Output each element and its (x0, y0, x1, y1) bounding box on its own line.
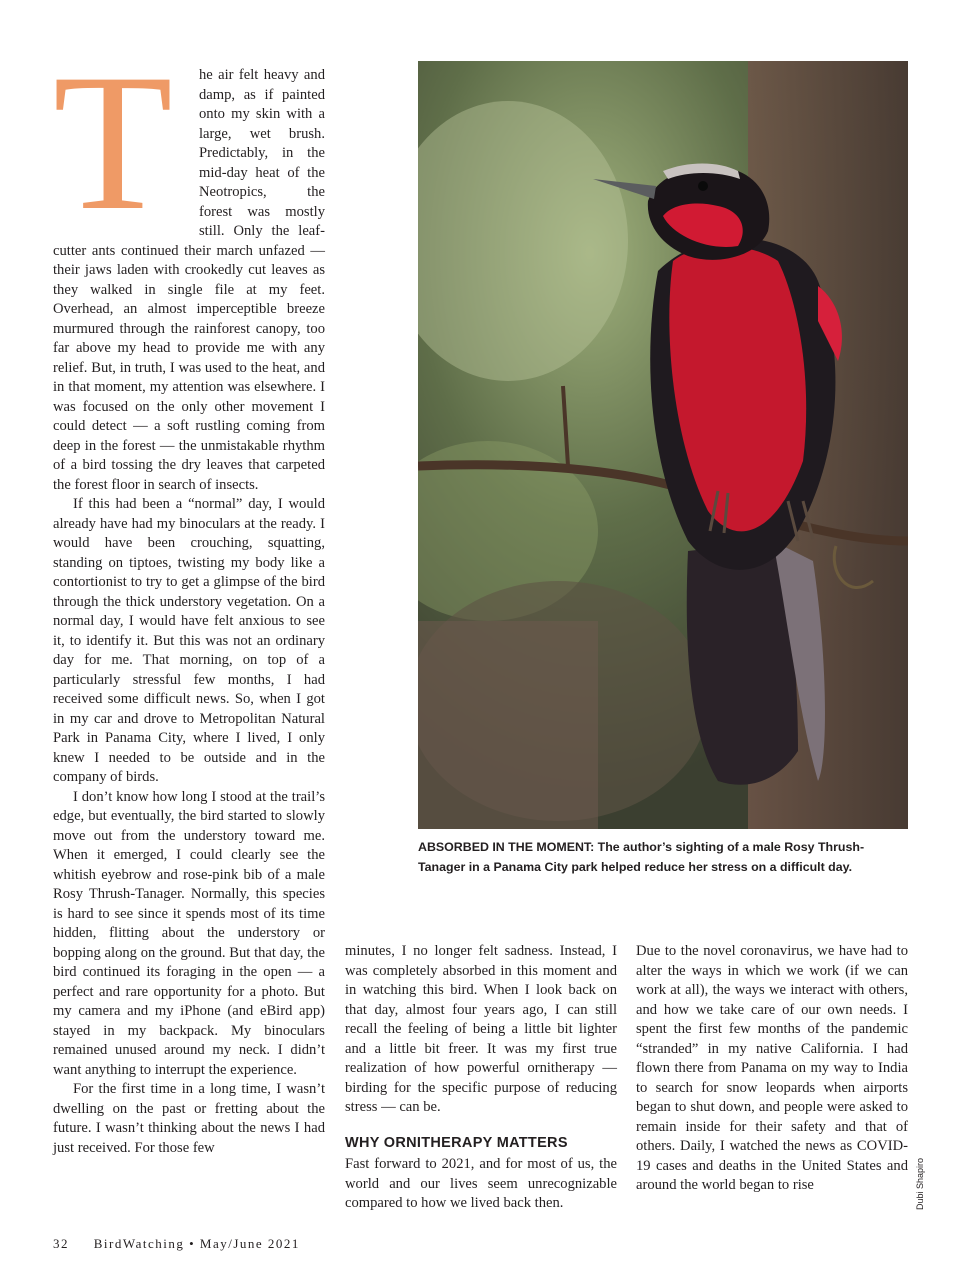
magazine-issue: BirdWatching • May/June 2021 (93, 1236, 300, 1251)
body-paragraph: he air felt heavy and damp, as if painted onto my skin with a large, wet brush. Predictably, in the mid-day heat of the Neotropics, the forest was mostly still. Only the leaf-cutter ants continued their march unfazed — their jaws laden with crookedly cut leaves as they walked in single file at my feet. Overhead, an almost imperceptible breeze murmured through the rainforest canopy, too far above my head to provide me with any relief. But, in truth, I was used to the heat, and in that moment, my attention was elsewhere. I was focused on the only other movement I could detect — a soft rustling coming from deep in the forest — the unmistakable rhythm of a bird tossing the dry leaves that carpeted the forest floor in search of insects. (53, 67, 325, 493)
body-paragraph: Fast forward to 2021, and for most of us, the world and our lives seem unrecognizable compared to how we lived back then. (345, 1156, 617, 1211)
body-paragraph: For the first time in a long time, I wasn’t dwelling on the past or fretting about the future. I wasn’t thinking about the news I had just received. For those few (53, 1081, 325, 1156)
body-paragraph: minutes, I no longer felt sadness. Instead, I was completely absorbed in this moment and in watching this bird. When I look back on that day, almost four years ago, I can still recall the feeling of being a little bit lighter and a little bit freer. It was my first true realization of how powerful ornitherapy — birding for the specific purpose of reducing stress — can be. (345, 943, 617, 1115)
drop-cap: T (53, 34, 173, 251)
section-heading: WHY ORNITHERAPY MATTERS (345, 1134, 568, 1151)
page-footer (53, 1236, 300, 1252)
article-column-2 (345, 942, 617, 1214)
photo-credit: Dubi Shapiro (915, 1157, 925, 1210)
bird-photo (418, 61, 908, 829)
page-number: 32 (53, 1236, 69, 1251)
body-paragraph: Due to the novel coronavirus, we have had to alter the ways in which we work (if we can work at all), the ways we interact with others, and how we take care of our own needs. I spent the first few months of the pandemic “stranded” in my native California. I had flown there from Panama on my way to India to search for snow leopards when airports began to shut down, and people were asked to remain inside for their safety and that of others. Daily, I watched the news as COVID-19 cases and deaths in the United States and around the world began to rise (636, 943, 908, 1193)
article-column-3 (636, 942, 908, 1196)
body-paragraph: If this had been a “normal” day, I would already have had my binoculars at the ready. I would have been crouching, squatting, standing on tiptoes, twisting my body like a contortionist to try to get a glimpse of the bird through the thick understory vegetation. On a normal day, I would have felt anxious to see it, to identify it. But this was not an ordinary day for me. That morning, on top of a particularly stressful few months, I had received some difficult news. So, when I got in my car and drove to Metropolitan Natural Park in Panama City, where I lived, I only knew I needed to be outside and in the company of birds. (53, 496, 325, 785)
photo-caption: ABSORBED IN THE MOMENT: The author’s sighting of a male Rosy Thrush-Tanager in a Panama City park helped reduce her stress on a difficult day. (418, 840, 865, 874)
body-paragraph: I don’t know how long I stood at the trail’s edge, but eventually, the bird started to slowly move out from the understory toward me. When it emerged, I could clearly see the whitish eyebrow and rose-pink bib of a male Rosy Thrush-Tanager. Normally, this species is hard to see since it spends most of its time hidden, flitting about the understory or bopping along on the ground. But that day, the bird continued its foraging in the open — a perfect and rare opportunity for a photo. But my camera and my iPhone (and eBird app) stayed in my backpack. My binoculars remained unused around my neck. I didn’t want anything to interrupt the experience. (53, 788, 325, 1078)
article-column-1 (53, 34, 325, 1158)
